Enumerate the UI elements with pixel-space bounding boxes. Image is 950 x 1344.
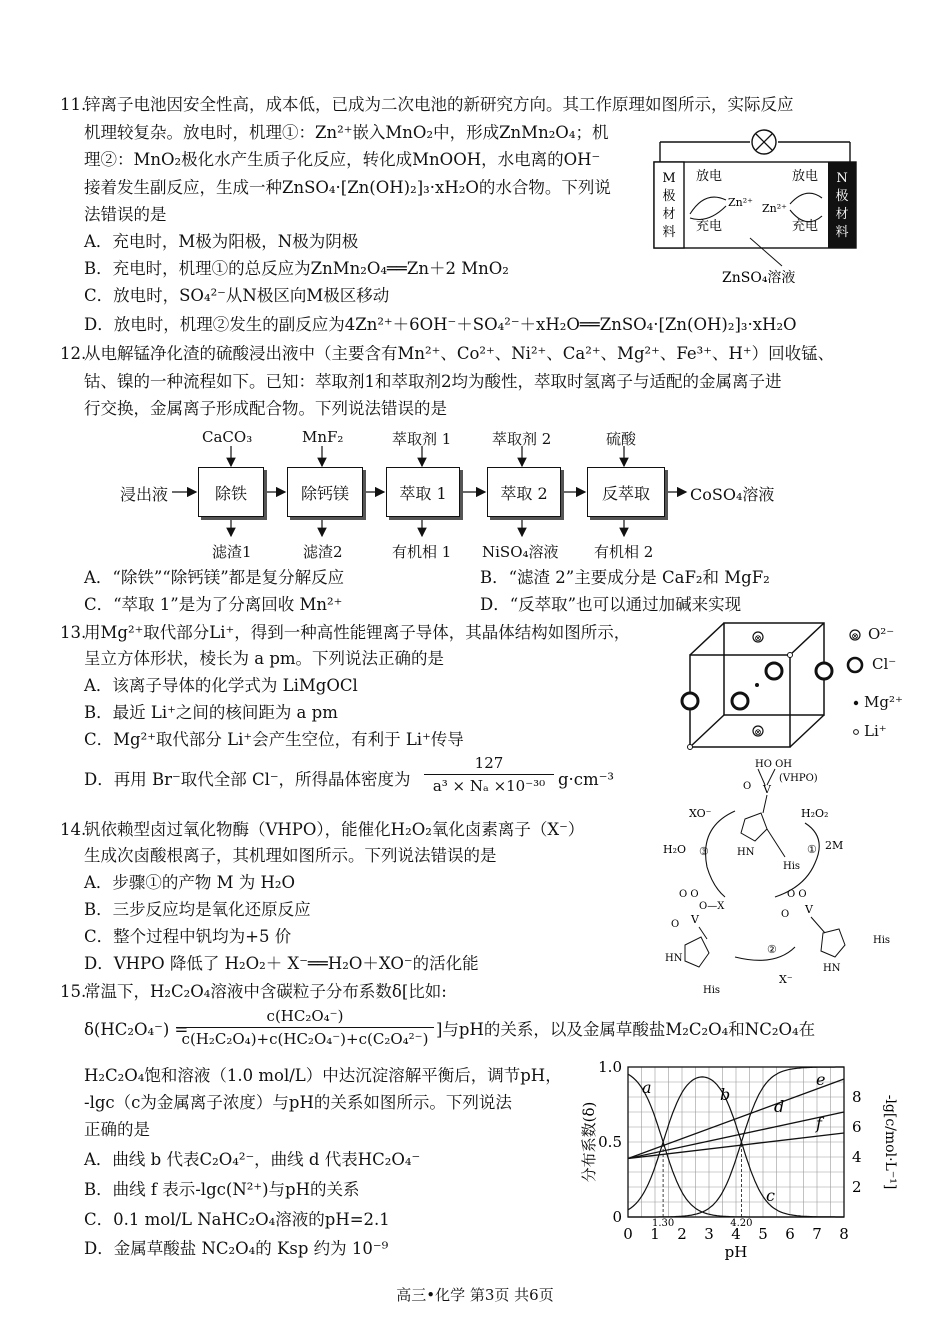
svg-text:⊗: ⊗	[851, 632, 859, 642]
q12-line: 钴、镍的一种流程如下。已知：萃取剂1和萃取剂2均为酸性，萃取时氢离子与适配的金属离子进	[84, 372, 782, 391]
delta-numerator: c(HC₂O₄⁻)	[266, 1007, 344, 1025]
svg-text:O O: O O	[787, 889, 807, 900]
svg-text:V: V	[691, 913, 699, 926]
q15-line: -lgc（c为金属离子浓度）与pH的关系如图所示。下列说法	[84, 1093, 512, 1112]
q15-line: 正确的是	[84, 1120, 150, 1139]
his-label: His	[703, 985, 721, 996]
q12-option-b: B．“滤渣 2”主要成分是 CaF₂和 MgF₂	[480, 568, 770, 587]
q11-line: 锌离子电池因安全性高，成本低，已成为二次电池的新研究方向。其工作原理如图所示，实际反应	[84, 95, 794, 114]
x-tick-label: 6	[785, 1225, 795, 1243]
q14-option-d: D．VHPO 降低了 H₂O₂＋ X⁻══H₂O＋XO⁻的活化能	[84, 954, 479, 973]
n-label: 材	[835, 207, 849, 222]
n-label: 极	[835, 189, 849, 204]
q13-option-c: C．Mg²⁺取代部分 Li⁺会产生空位，有利于 Li⁺传导	[84, 730, 464, 749]
q11-line: 接着发生副反应，生成一种ZnSO₄·[Zn(OH)₂]₃·xH₂O的水合物。下列说	[84, 178, 611, 197]
q15-number: 15.	[60, 982, 87, 1001]
distribution-chart	[570, 1055, 910, 1270]
page-footer: 高三•化学 第3页 共6页	[396, 1286, 554, 1304]
n-label: N	[836, 171, 848, 186]
annotation-pka1: 1.30	[651, 1218, 675, 1229]
q15-option-d: D．金属草酸盐 NC₂O₄的 Ksp 约为 10⁻⁹	[84, 1239, 389, 1258]
q14-option-a: A．步骤①的产物 M 为 H₂O	[84, 873, 296, 892]
q14-line: 生成次卤酸根离子，其机理如图所示。下列说法错误的是	[84, 846, 497, 865]
q11-line: 法错误的是	[84, 205, 167, 224]
flow-step: 除钙镁	[287, 467, 363, 517]
x-axis-label: pH	[724, 1243, 748, 1261]
flow-input: CaCO₃	[202, 428, 253, 446]
x-tick-label: 7	[812, 1225, 822, 1243]
curve-label: f	[816, 1114, 822, 1133]
flow-input: 硫酸	[606, 430, 637, 448]
q11-option-b: B．充电时，机理①的总反应为ZnMn₂O₄══Zn＋2 MnO₂	[84, 259, 509, 278]
lamp-icon	[752, 130, 776, 154]
q12-option-a: A．“除铁”“除钙镁”都是复分解反应	[84, 568, 345, 587]
flow-output: 滤渣2	[303, 543, 343, 561]
flow-input: 萃取剂 2	[492, 430, 552, 448]
y-tick-label: 0	[612, 1208, 622, 1226]
svg-text:O: O	[671, 919, 680, 930]
y2-tick-label: 6	[852, 1118, 862, 1136]
density-fraction	[424, 754, 554, 795]
q12-number: 12.	[60, 344, 87, 363]
legend-li: Li⁺	[864, 722, 887, 740]
his-label: His	[783, 861, 801, 872]
y2-tick-label: 8	[852, 1088, 862, 1106]
flow-input: 萃取剂 1	[392, 430, 452, 448]
q13-option-d: D．再用 Br⁻取代全部 Cl⁻，所得晶体密度为	[84, 770, 411, 789]
legend-mg: Mg²⁺	[864, 693, 903, 711]
flow-output: 有机相 1	[392, 543, 452, 561]
svg-text:⊗: ⊗	[754, 634, 762, 644]
curve-label: b	[720, 1085, 731, 1104]
q11-option-c: C．放电时，SO₄²⁻从N极区向M极区移动	[84, 286, 390, 305]
n-label: 料	[835, 225, 849, 240]
zn-ion-label: Zn²⁺	[728, 196, 753, 209]
xo-label: XO⁻	[689, 807, 712, 820]
svg-text:O: O	[781, 909, 790, 920]
q15-line: 常温下，H₂C₂O₄溶液中含碳粒子分布系数δ[比如:	[84, 982, 447, 1001]
m-label: M	[662, 171, 676, 186]
flow-output: NiSO₄溶液	[482, 543, 559, 561]
curve-label: c	[766, 1186, 775, 1205]
svg-text:O O: O O	[679, 889, 699, 900]
step-2: ②	[767, 943, 777, 956]
svg-text:O—X: O—X	[699, 901, 725, 912]
m-label: 极	[662, 189, 676, 204]
fraction-denominator: a³ × Nₐ ×10⁻³⁰	[432, 777, 546, 795]
q11-line: 机理较复杂。放电时，机理①：Zn²⁺嵌入MnO₂中，形成ZnMn₂O₄；机	[84, 123, 609, 142]
flow-step: 除铁	[198, 467, 264, 517]
x-tick-label: 8	[839, 1225, 849, 1243]
q14-line: 钒依赖型卤过氧化物酶（VHPO），能催化H₂O₂氧化卤素离子（X⁻）	[84, 820, 585, 839]
hn-label: HN	[823, 963, 841, 974]
q11-option-a: A．充电时，M极为阳极，N极为阴极	[84, 232, 359, 251]
q13-option-b: B．最近 Li⁺之间的核间距为 a pm	[84, 703, 338, 722]
charge-label: 充电	[696, 219, 723, 234]
y-axis-label: 分布系数(δ)	[580, 1101, 598, 1183]
q15-option-b: B．曲线 f 表示-lgc(N²⁺)与pH的关系	[84, 1180, 360, 1199]
q11-option-d: D．放电时，机理②发生的副反应为4Zn²⁺＋6OH⁻＋SO₄²⁻＋xH₂O══ZnSO₄·[Zn(OH)₂]₃·xH₂O	[84, 315, 797, 334]
y2-axis-label: -lg[c/mol·L⁻¹]	[882, 1094, 898, 1190]
vhpo-mechanism	[655, 757, 900, 997]
svg-text:⊗: ⊗	[754, 728, 762, 738]
q11-line: 理②：MnO₂极化水产生质子化反应，转化成MnOOH，水电离的OH⁻	[84, 150, 601, 169]
x-label: X⁻	[779, 973, 793, 986]
q14-option-b: B．三步反应均是氧化还原反应	[84, 900, 311, 919]
step-3: ③	[699, 845, 709, 858]
delta-fraction	[176, 1007, 434, 1048]
flow-end: CoSO₄溶液	[690, 485, 775, 504]
x-tick-label: 1	[650, 1225, 660, 1243]
q12-option-d: D．“反萃取”也可以通过加碱来实现	[480, 595, 742, 614]
q15-option-a: A．曲线 b 代表C₂O₄²⁻，曲线 d 代表HC₂O₄⁻	[84, 1150, 421, 1169]
svg-text:HO OH: HO OH	[755, 759, 793, 770]
curve-label: d	[774, 1097, 785, 1116]
q15-line: H₂C₂O₄饱和溶液（1.0 mol/L）中达沉淀溶解平衡后，调节pH，	[84, 1066, 562, 1085]
q13-option-a: A．该离子导体的化学式为 LiMgOCl	[84, 676, 358, 695]
discharge-label: 放电	[792, 169, 819, 184]
flow-output: 有机相 2	[594, 543, 654, 561]
q14-number: 14.	[60, 820, 87, 839]
crystal-structure	[680, 615, 940, 755]
m-product-label: 2M	[825, 839, 844, 852]
fraction-numerator: 127	[474, 754, 504, 772]
q15-option-c: C．0.1 mol/L NaHC₂O₄溶液的pH=2.1	[84, 1210, 390, 1229]
q14-option-c: C．整个过程中钒均为+5 价	[84, 927, 292, 946]
step-1: ①	[807, 843, 817, 856]
hn-label: HN	[737, 847, 755, 858]
flow-input: MnF₂	[302, 428, 344, 446]
flow-step: 萃取 1	[386, 467, 460, 517]
annotation-pka2: 4.20	[730, 1218, 753, 1229]
q12-line: 从电解锰净化渣的硫酸浸出液中（主要含有Mn²⁺、Co²⁺、Ni²⁺、Ca²⁺、Mg²⁺、Fe³⁺、H⁺）回收锰、	[84, 344, 835, 363]
q13-line: 呈立方体形状，棱长为 a pm。下列说法正确的是	[84, 649, 445, 668]
m-label: 料	[662, 225, 676, 240]
curve-label: a	[642, 1078, 652, 1097]
q11-number: 11.	[60, 95, 87, 114]
h2o2-label: H₂O₂	[801, 807, 829, 820]
legend-cl: Cl⁻	[872, 655, 897, 673]
flow-start: 浸出液	[120, 485, 169, 504]
curve-label: e	[816, 1070, 826, 1089]
svg-text:V: V	[805, 903, 813, 916]
delta-denominator: c(H₂C₂O₄)+c(HC₂O₄⁻)+c(C₂O₄²⁻)	[181, 1030, 429, 1048]
x-tick-label: 3	[704, 1225, 714, 1243]
x-tick-label: 0	[623, 1225, 633, 1243]
q12-line: 行交换，金属离子形成配合物。下列说法错误的是	[84, 399, 447, 418]
q13-line: 用Mg²⁺取代部分Li⁺，得到一种高性能锂离子导体，其晶体结构如图所示，	[84, 623, 631, 642]
legend-o: O²⁻	[868, 625, 895, 643]
battery-diagram	[650, 128, 865, 288]
vhpo-label: (VHPO)	[779, 773, 818, 784]
x-tick-label: 2	[677, 1225, 687, 1243]
q15-line: ]与pH的关系，以及金属草酸盐M₂C₂O₄和NC₂O₄在	[436, 1020, 816, 1039]
flow-step: 萃取 2	[487, 467, 561, 517]
m-label: 材	[662, 207, 676, 222]
his-label: His	[873, 935, 891, 946]
q12-option-c: C．“萃取 1”是为了分离回收 Mn²⁺	[84, 595, 343, 614]
x-tick-label: 4	[731, 1225, 741, 1243]
h2o-label: H₂O	[663, 843, 687, 856]
flowchart-arrows	[0, 440, 950, 570]
y-tick-label: 0.5	[598, 1133, 622, 1151]
svg-text:V: V	[763, 783, 771, 796]
q13-number: 13.	[60, 623, 87, 642]
flow-step: 反萃取	[587, 467, 665, 517]
y-tick-label: 1.0	[598, 1058, 622, 1076]
electrolyte-label: ZnSO₄溶液	[722, 270, 796, 286]
y2-tick-label: 4	[852, 1148, 862, 1166]
delta-lhs: δ(HC₂O₄⁻) =	[84, 1020, 189, 1039]
zn-ion-label: Zn²⁺	[762, 202, 787, 215]
hn-label: HN	[665, 953, 683, 964]
x-tick-label: 5	[758, 1225, 768, 1243]
svg-text:O: O	[743, 781, 752, 792]
y2-tick-label: 2	[852, 1178, 862, 1196]
charge-label: 充电	[792, 219, 819, 234]
density-unit: g·cm⁻³	[558, 770, 615, 789]
flow-output: 滤渣1	[212, 543, 252, 561]
discharge-label: 放电	[696, 169, 723, 184]
